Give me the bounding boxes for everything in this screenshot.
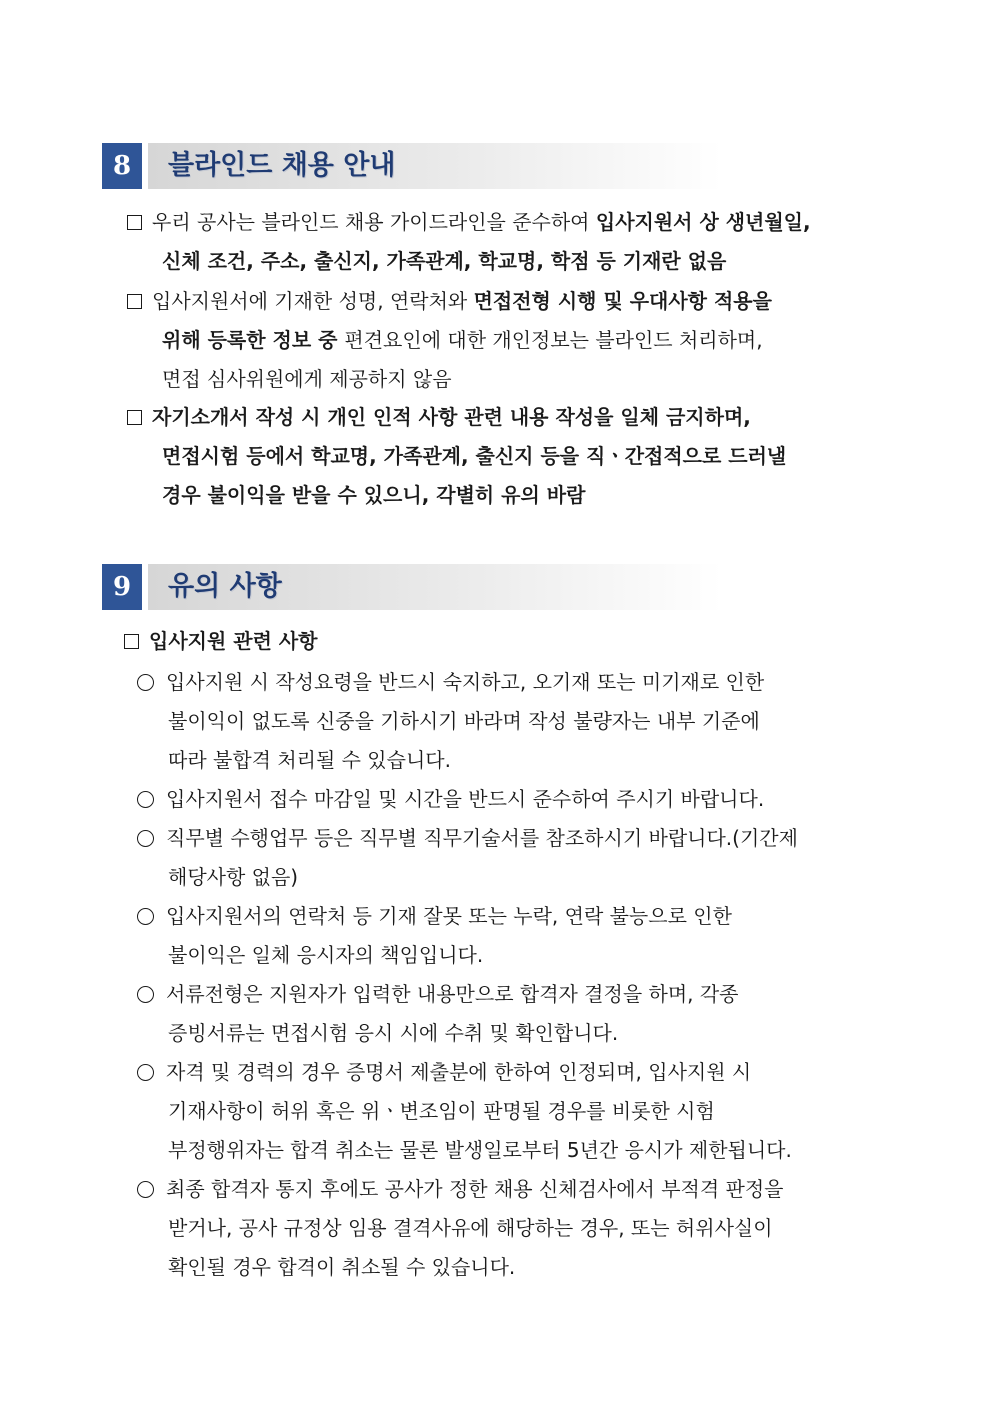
notice-text: 부정행위자는 합격 취소는 물론 발생일로부터 5년간 응시가 제한됩니다. xyxy=(168,1138,792,1162)
notice-item-continuation xyxy=(168,706,760,736)
checkbox-square-icon xyxy=(124,634,139,649)
text-run: 편견요인에 대한 개인정보는 블라인드 처리하며, xyxy=(344,328,763,352)
notice-item-continuation xyxy=(168,1213,773,1243)
notice-text: 직무별 수행업무 등은 직무별 직무기술서를 참조하시기 바랍니다.(기간제 xyxy=(166,826,798,850)
notice-text: 자격 및 경력의 경우 증명서 제출분에 한하여 인정되며, 입사지원 시 xyxy=(166,1060,752,1084)
text-run: 입사지원서에 기재한 성명, 연락처와 xyxy=(152,289,474,313)
notice-item-continuation xyxy=(168,745,451,775)
circle-bullet-icon xyxy=(137,986,154,1003)
section-8-item xyxy=(127,402,751,432)
notice-text: 최종 합격자 통지 후에도 공사가 정한 채용 신체검사에서 부적격 판정을 xyxy=(166,1177,784,1201)
notice-item xyxy=(137,823,798,853)
notice-text: 서류전형은 지원자가 입력한 내용만으로 합격자 결정을 하며, 각종 xyxy=(166,982,739,1006)
section-9-title-bar xyxy=(148,564,722,610)
circle-bullet-icon xyxy=(137,674,154,691)
notice-item xyxy=(137,784,764,814)
circle-bullet-icon xyxy=(137,908,154,925)
notice-text: 입사지원서의 연락처 등 기재 잘못 또는 누락, 연락 불능으로 인한 xyxy=(166,904,732,928)
section-8-item-continuation xyxy=(162,325,763,355)
notice-text: 확인될 경우 합격이 취소될 수 있습니다. xyxy=(168,1255,516,1279)
section-8-item-continuation xyxy=(162,480,585,510)
section-8-item xyxy=(127,207,811,237)
notice-item xyxy=(137,1057,751,1087)
section-9-title: 유의 사항 xyxy=(168,571,282,602)
checkbox-square-icon xyxy=(127,215,142,230)
notice-item-continuation xyxy=(168,1096,715,1126)
notice-text: 증빙서류는 면접시험 응시 시에 수취 및 확인합니다. xyxy=(168,1021,619,1045)
section-8-title: 블라인드 채용 안내 xyxy=(168,150,396,181)
text-run: 위해 등록한 정보 중 xyxy=(162,328,345,352)
notice-text: 해당사항 없음) xyxy=(168,865,299,889)
notice-item xyxy=(137,667,764,697)
circle-bullet-icon xyxy=(137,791,154,808)
section-8-item-continuation xyxy=(162,441,786,471)
notice-item-continuation xyxy=(168,1135,792,1165)
circle-bullet-icon xyxy=(137,830,154,847)
notice-text: 불이익은 일체 응시자의 책임입니다. xyxy=(168,943,484,967)
section-9-number: 9 xyxy=(102,564,142,610)
notice-item-continuation xyxy=(168,1018,618,1048)
notice-item-continuation xyxy=(168,1252,515,1282)
notice-text: 받거나, 공사 규정상 임용 결격사유에 해당하는 경우, 또는 허위사실이 xyxy=(168,1216,773,1240)
text-run: 경우 불이익을 받을 수 있으니, 각별히 유의 바람 xyxy=(162,483,586,507)
section-8-item-continuation xyxy=(162,364,452,394)
notice-item-continuation xyxy=(168,862,298,892)
text-run: 우리 공사는 블라인드 채용 가이드라인을 준수하여 xyxy=(152,210,596,234)
text-run: 신체 조건, 주소, 출신지, 가족관계, 학교명, 학점 등 기재란 없음 xyxy=(162,249,727,273)
notice-text: 입사지원 시 작성요령을 반드시 숙지하고, 오기재 또는 미기재로 인한 xyxy=(166,670,765,694)
checkbox-square-icon xyxy=(127,294,142,309)
notice-item-continuation xyxy=(168,940,483,970)
text-run: 면접전형 시행 및 우대사항 적용을 xyxy=(473,289,772,313)
notice-text: 따라 불합격 처리될 수 있습니다. xyxy=(168,748,451,772)
section-9-header xyxy=(102,564,722,610)
circle-bullet-icon xyxy=(137,1064,154,1081)
notice-item xyxy=(137,979,739,1009)
text-run: 면접 심사위원에게 제공하지 않음 xyxy=(162,367,452,391)
notice-text: 기재사항이 허위 혹은 위ㆍ변조임이 판명될 경우를 비롯한 시험 xyxy=(168,1099,715,1123)
text-run: 면접시험 등에서 학교명, 가족관계, 출신지 등을 직ㆍ간접적으로 드러낼 xyxy=(162,444,787,468)
section-8-header xyxy=(102,143,722,189)
notice-text: 입사지원서 접수 마감일 및 시간을 반드시 준수하여 주시기 바랍니다. xyxy=(166,787,765,811)
text-run: 자기소개서 작성 시 개인 인적 사항 관련 내용 작성을 일체 금지하며, xyxy=(152,405,751,429)
checkbox-square-icon xyxy=(127,410,142,425)
section-8-item xyxy=(127,286,772,316)
notice-item xyxy=(137,901,732,931)
text-run: 입사지원서 상 생년월일, xyxy=(595,210,811,234)
section-9-subheading-text: 입사지원 관련 사항 xyxy=(149,629,318,653)
notice-item xyxy=(137,1174,784,1204)
notice-text: 불이익이 없도록 신중을 기하시기 바라며 작성 불량자는 내부 기준에 xyxy=(168,709,760,733)
section-8-number: 8 xyxy=(102,143,142,189)
section-8-title-bar xyxy=(148,143,722,189)
section-8-item-continuation xyxy=(162,246,726,276)
section-9-subheading xyxy=(124,626,318,656)
circle-bullet-icon xyxy=(137,1181,154,1198)
